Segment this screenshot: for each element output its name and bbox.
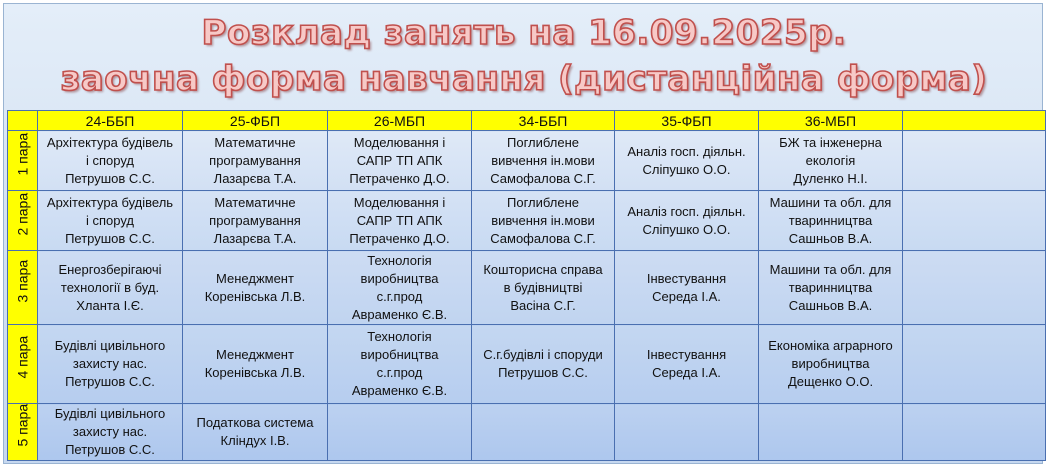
lesson-cell: [328, 404, 472, 461]
schedule-row: [8, 191, 1046, 251]
schedule-row: [8, 404, 1046, 461]
lesson-cell: [183, 191, 328, 251]
lesson-cell: [903, 191, 1046, 251]
lesson-line: виробництва: [791, 356, 870, 371]
period-label-text: 4 пара: [14, 335, 31, 379]
lesson-cell: [615, 131, 759, 191]
lesson-line: Математичне: [214, 134, 296, 150]
lesson-line: Петраченко Д.О.: [349, 170, 450, 186]
group-header: 34-ББП: [472, 111, 615, 131]
lesson-line: захисту нас.: [72, 356, 148, 371]
lesson-line: Авраменко Є.В.: [351, 383, 448, 398]
lesson-line: Лазарєва Т.А.: [213, 170, 297, 186]
lesson-line: Васіна С.Г.: [510, 297, 576, 313]
period-label: [8, 191, 38, 251]
lesson-line: Сашньов В.А.: [788, 230, 873, 246]
period-label-text: 1 пара: [14, 132, 31, 175]
lesson-line: С.г.будівлі і споруди: [483, 347, 603, 362]
period-label: [8, 251, 38, 325]
title-line-2: заочна форма навчання (дистанційна форма): [60, 59, 988, 99]
lesson-cell: [615, 404, 759, 461]
lesson-cell: [38, 191, 183, 251]
lesson-cell: [615, 325, 759, 404]
lesson-line: програмування: [209, 152, 301, 168]
lesson-line: Машини та обл. для: [769, 194, 892, 210]
lesson-line: Дещенко О.О.: [787, 374, 874, 389]
lesson-line: Кліндух І.В.: [220, 433, 290, 448]
lesson-line: Податкова система: [196, 415, 314, 430]
lesson-cell: [38, 251, 183, 325]
lesson-cell: [903, 404, 1046, 461]
lesson-line: Коренівська Л.В.: [204, 365, 306, 380]
lesson-line: Аналіз госп. діяльн.: [627, 143, 746, 159]
group-header-row: [8, 111, 1046, 131]
lesson-line: Менеджмент: [216, 347, 294, 362]
lesson-line: екологія: [805, 152, 856, 168]
schedule-row: [8, 251, 1046, 325]
lesson-cell: [472, 191, 615, 251]
lesson-cell: [615, 251, 759, 325]
lesson-line: програмування: [209, 212, 301, 228]
lesson-cell: [759, 325, 903, 404]
lesson-cell: [183, 404, 328, 461]
lesson-line: вивчення ін.мови: [491, 212, 595, 228]
schedule-table: [7, 110, 1046, 461]
lesson-line: Машини та обл. для: [769, 261, 892, 277]
lesson-line: Кошторисна справа: [483, 261, 603, 277]
lesson-cell: [759, 191, 903, 251]
group-header: 25-ФБП: [183, 111, 328, 131]
schedule-row: [8, 325, 1046, 404]
lesson-line: Математичне: [214, 194, 296, 210]
lesson-line: в будівництві: [503, 279, 583, 295]
lesson-cell: [472, 251, 615, 325]
lesson-line: Петрушов С.С.: [498, 365, 588, 380]
lesson-line: і споруд: [85, 212, 134, 228]
period-label-text: 2 пара: [14, 192, 31, 235]
lesson-cell: [38, 404, 183, 461]
group-header: [903, 111, 1046, 131]
lesson-line: виробництва: [360, 270, 439, 286]
lesson-line: Архітектура будівель: [46, 194, 174, 210]
lesson-line: вивчення ін.мови: [491, 152, 595, 168]
header-corner: [8, 111, 38, 131]
lesson-line: Поглиблене: [507, 194, 579, 210]
lesson-line: Поглиблене: [507, 134, 579, 150]
schedule-frame: [3, 3, 1043, 464]
lesson-cell: [759, 131, 903, 191]
lesson-line: виробництва: [360, 347, 439, 362]
lesson-cell: [183, 251, 328, 325]
period-label: [8, 404, 38, 461]
lesson-cell: [472, 404, 615, 461]
period-label-text: 5 пара: [14, 403, 31, 447]
lesson-line: тваринництва: [788, 279, 873, 295]
lesson-line: с.г.прод: [376, 288, 423, 304]
lesson-cell: [328, 325, 472, 404]
page-title: [4, 10, 1044, 102]
lesson-cell: [183, 131, 328, 191]
period-label-text: 3 пара: [14, 259, 31, 302]
lesson-line: Середа І.А.: [652, 365, 721, 380]
lesson-line: Інвестування: [646, 270, 727, 286]
group-header: 26-МБП: [328, 111, 472, 131]
lesson-line: Енергозберігаючі: [58, 261, 162, 277]
lesson-line: Менеджмент: [216, 270, 294, 286]
lesson-line: і споруд: [85, 152, 134, 168]
lesson-line: Архітектура будівель: [46, 134, 174, 150]
schedule-row: [8, 131, 1046, 191]
lesson-line: Дуленко Н.І.: [793, 170, 868, 186]
group-header: 36-МБП: [759, 111, 903, 131]
lesson-line: Лазарєва Т.А.: [213, 230, 297, 246]
lesson-line: Авраменко Є.В.: [351, 306, 448, 322]
lesson-cell: [328, 131, 472, 191]
lesson-cell: [903, 131, 1046, 191]
lesson-line: Моделювання і: [353, 134, 446, 150]
lesson-line: Петрушов С.С.: [65, 442, 155, 457]
lesson-cell: [615, 191, 759, 251]
lesson-cell: [328, 191, 472, 251]
lesson-cell: [472, 325, 615, 404]
lesson-line: Петраченко Д.О.: [349, 230, 450, 246]
lesson-line: Сліпушко О.О.: [642, 221, 731, 237]
lesson-line: Моделювання і: [353, 194, 446, 210]
lesson-cell: [759, 251, 903, 325]
lesson-line: Петрушов С.С.: [65, 170, 155, 186]
lesson-line: с.г.прод: [376, 365, 423, 380]
lesson-line: Петрушов С.С.: [65, 230, 155, 246]
lesson-cell: [38, 325, 183, 404]
group-header: 24-ББП: [38, 111, 183, 131]
lesson-line: САПР ТП АПК: [356, 152, 443, 168]
lesson-line: Економіка аграрного: [768, 338, 893, 353]
lesson-line: Коренівська Л.В.: [204, 288, 306, 304]
lesson-line: Будівлі цивільного: [54, 406, 166, 421]
lesson-line: Хланта І.Є.: [76, 297, 144, 313]
lesson-line: Сашньов В.А.: [788, 297, 873, 313]
lesson-line: захисту нас.: [72, 424, 148, 439]
lesson-line: БЖ та інженерна: [779, 134, 882, 150]
lesson-line: Сліпушко О.О.: [642, 161, 731, 177]
lesson-line: Інвестування: [646, 347, 727, 362]
lesson-cell: [183, 325, 328, 404]
lesson-cell: [903, 325, 1046, 404]
period-label: [8, 325, 38, 404]
group-header: 35-ФБП: [615, 111, 759, 131]
lesson-line: Середа І.А.: [652, 288, 721, 304]
lesson-cell: [903, 251, 1046, 325]
lesson-cell: [38, 131, 183, 191]
lesson-line: Будівлі цивільного: [54, 338, 166, 353]
lesson-line: Аналіз госп. діяльн.: [627, 203, 746, 219]
title-line-1: Розклад занять на 16.09.2025р.: [201, 13, 847, 53]
lesson-line: Технологія: [367, 252, 432, 268]
lesson-line: САПР ТП АПК: [356, 212, 443, 228]
lesson-line: Самофалова С.Г.: [490, 170, 596, 186]
lesson-line: технології в буд.: [60, 279, 160, 295]
lesson-cell: [328, 251, 472, 325]
lesson-line: Самофалова С.Г.: [490, 230, 596, 246]
lesson-cell: [472, 131, 615, 191]
lesson-line: Петрушов С.С.: [65, 374, 155, 389]
lesson-line: Технологія: [367, 329, 432, 344]
period-label: [8, 131, 38, 191]
lesson-line: тваринництва: [788, 212, 873, 228]
lesson-cell: [759, 404, 903, 461]
